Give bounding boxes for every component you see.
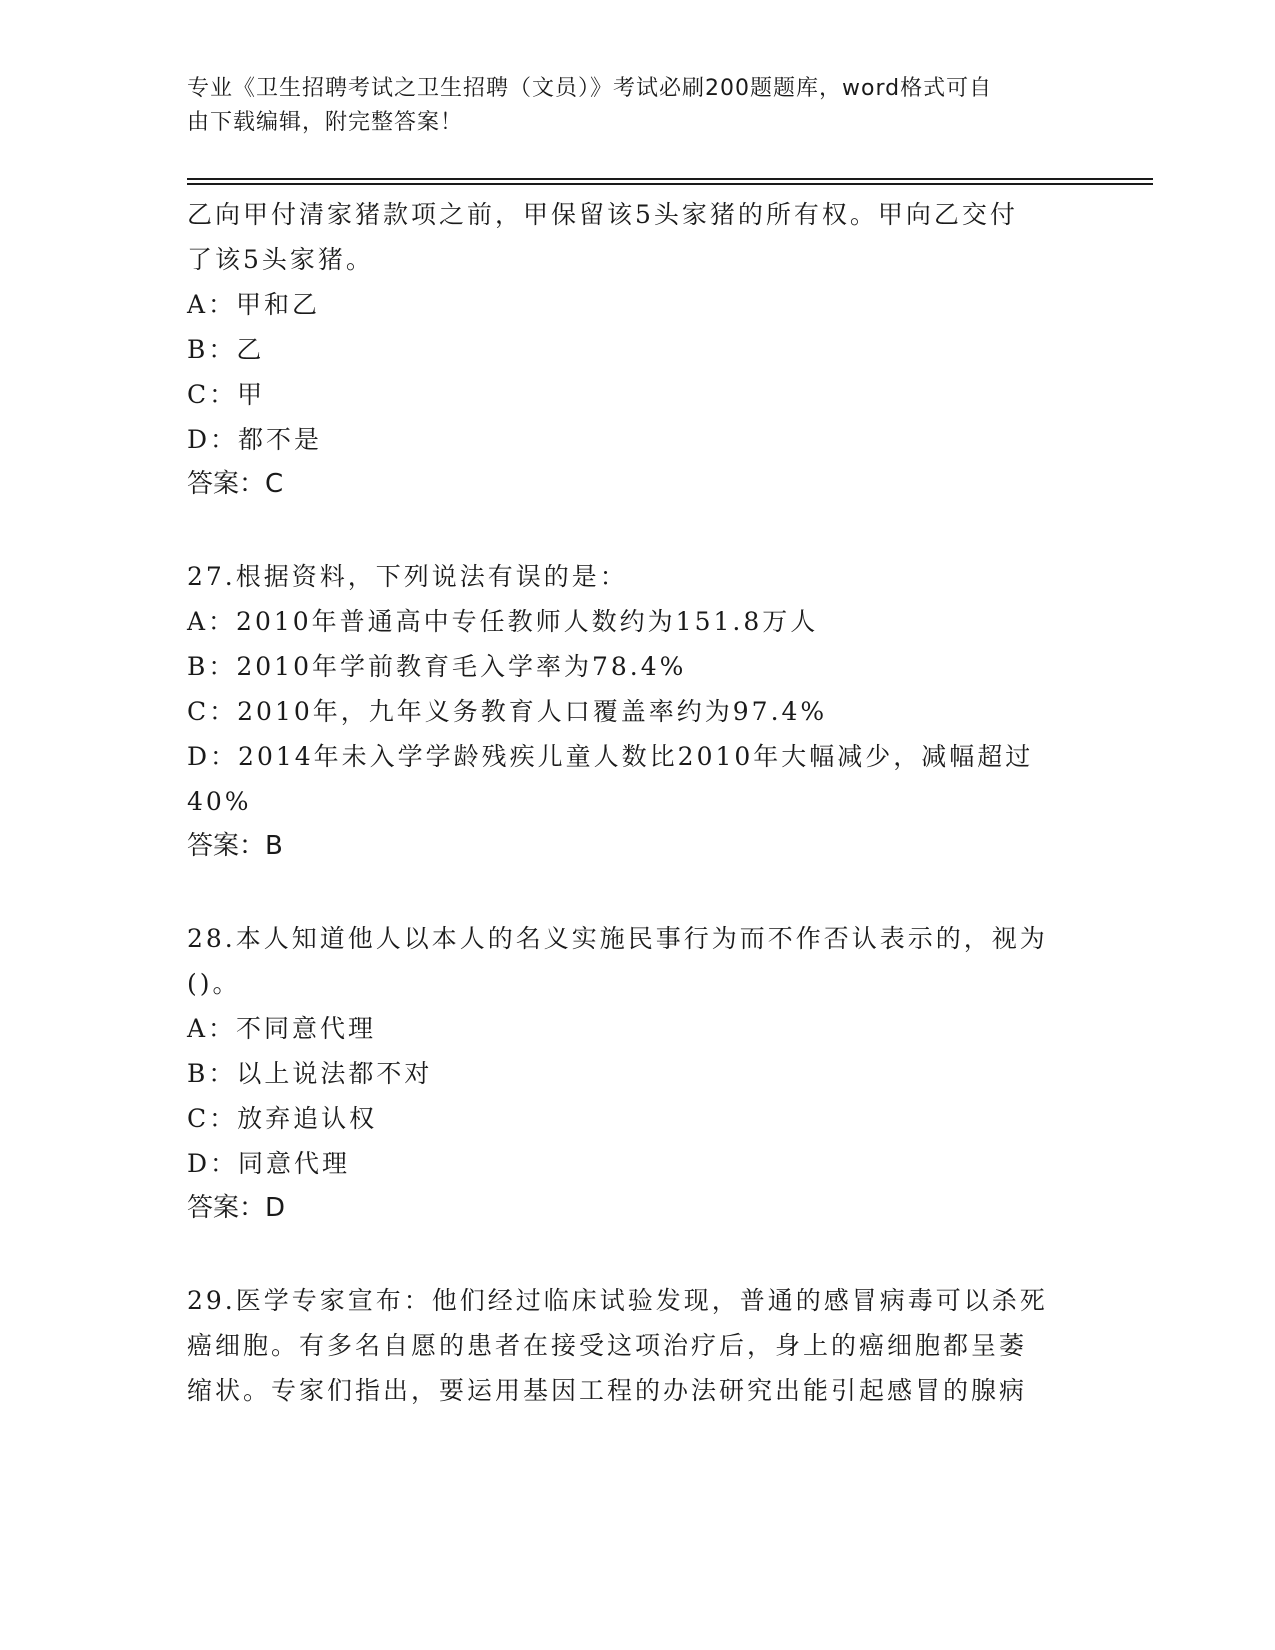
question-stem-line: 缩状。专家们指出，要运用基因工程的办法研究出能引起感冒的腺病: [187, 1376, 1028, 1405]
document-header: [187, 72, 1067, 140]
option-b: B：2010年学前教育毛入学率为78.4%: [187, 652, 687, 681]
option-d-continued: 40%: [187, 787, 252, 816]
question-item: [187, 554, 1087, 869]
option-d: D：同意代理: [187, 1149, 351, 1178]
answer-line: 答案：D: [187, 1193, 286, 1223]
question-spacer: [187, 1231, 1087, 1278]
question-item: [187, 916, 1087, 1231]
option-a: A：2010年普通高中专任教师人数约为151.8万人: [187, 607, 819, 636]
header-divider-bottom: [187, 183, 1153, 185]
question-stem-line: ()。: [187, 969, 241, 998]
option-a: A：甲和乙: [187, 290, 321, 319]
question-spacer: [187, 869, 1087, 916]
option-b: B：以上说法都不对: [187, 1059, 433, 1088]
question-stem-line: 28.本人知道他人以本人的名义实施民事行为而不作否认表示的，视为: [187, 924, 1048, 953]
question-spacer: [187, 507, 1087, 554]
question-stem-line: 乙向甲付清家猪款项之前，甲保留该5头家猪的所有权。甲向乙交付: [187, 200, 1018, 229]
option-b: B：乙: [187, 335, 265, 364]
question-item: [187, 1278, 1087, 1413]
question-stem-line: 癌细胞。有多名自愿的患者在接受这项治疗后，身上的癌细胞都呈萎: [187, 1331, 1028, 1360]
question-item: [187, 192, 1087, 507]
question-stem-line: 了该5头家猪。: [187, 245, 374, 274]
option-d: D：都不是: [187, 425, 323, 454]
option-c: C：放弃追认权: [187, 1104, 378, 1133]
answer-line: 答案：B: [187, 831, 283, 861]
answer-line: 答案：C: [187, 469, 284, 499]
option-d: D：2014年未入学学龄残疾儿童人数比2010年大幅减少，减幅超过: [187, 742, 1034, 771]
header-line-1: 专业《卫生招聘考试之卫生招聘（文员）》考试必刷200题题库，word格式可自: [187, 76, 993, 101]
question-list: [187, 192, 1087, 1413]
header-divider-top: [187, 178, 1153, 180]
option-a: A：不同意代理: [187, 1014, 377, 1043]
header-line-2: 由下载编辑，附完整答案！: [187, 110, 464, 135]
question-stem-line: 27.根据资料，下列说法有误的是：: [187, 562, 628, 591]
option-c: C：2010年，九年义务教育人口覆盖率约为97.4%: [187, 697, 828, 726]
question-stem-line: 29.医学专家宣布：他们经过临床试验发现，普通的感冒病毒可以杀死: [187, 1286, 1048, 1315]
option-c: C：甲: [187, 380, 266, 409]
